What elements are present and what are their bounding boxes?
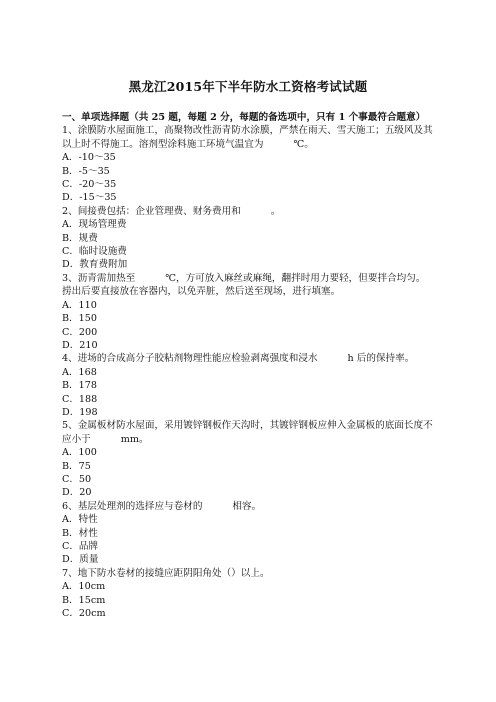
option-a: A．168 — [62, 366, 97, 378]
option-b: B．75 — [62, 460, 91, 472]
question-1 — [62, 124, 434, 204]
option-b: B．-5～35 — [62, 165, 110, 177]
option-c: C．-20～35 — [62, 179, 117, 191]
question-stem — [62, 500, 434, 513]
option-c: C．品牌 — [62, 541, 99, 552]
question-stem-before: 2、间接费包括：企业管理费、财务费用和 — [62, 205, 241, 217]
question-4 — [62, 352, 434, 419]
option-d: D．-15～35 — [62, 192, 117, 204]
question-5 — [62, 419, 434, 499]
option-a: A．现场管理费 — [62, 219, 127, 231]
question-stem — [62, 352, 434, 365]
question-3 — [62, 272, 434, 352]
option-d: D．20 — [62, 487, 92, 499]
option-b: B．材性 — [62, 527, 98, 539]
question-stem-after: 相容。 — [232, 500, 262, 512]
document-body — [62, 111, 434, 620]
question-6 — [62, 500, 434, 567]
document-title: 黑龙江2015年下半年防水工资格考试试题 — [128, 79, 368, 94]
option-b: B．规费 — [62, 232, 98, 244]
question-stem-before: 7、地下防水卷材的接缝应距阴阳角处（）以上。 — [62, 567, 270, 579]
option-a: A．-10～35 — [62, 152, 116, 164]
question-stem-before: 1、涂膜防水屋面施工，高聚物改性沥青防水涂膜，严禁在雨天、雪天施工；五级风及其以上时不得施工。溶剂型涂料施工环境气温宜为 — [62, 125, 433, 150]
question-stem-before: 3、沥青需加热至 — [62, 272, 136, 284]
question-stem — [62, 419, 434, 446]
section-heading: 一、单项选择题（共 25 题，每题 2 分，每题的备选项中，只有 1 个事最符合题意） — [62, 112, 426, 123]
option-d: D．质量 — [62, 554, 99, 566]
question-stem — [62, 124, 434, 151]
option-a: A．100 — [62, 447, 97, 459]
option-d: D．210 — [62, 339, 98, 351]
question-stem — [62, 272, 434, 299]
option-b: B．150 — [62, 313, 97, 325]
question-stem-before: 5、金属板材防水屋面，采用镀锌钢板作天沟时，其镀锌钢板应伸入金属板的底面长度不应小于 — [62, 420, 433, 445]
option-c: C．临时设施费 — [62, 246, 127, 258]
question-stem — [62, 567, 434, 580]
option-c: C．200 — [62, 326, 98, 338]
option-a: A．特性 — [62, 514, 98, 526]
question-stem-before: 6、基层处理剂的选择应与卷材的 — [62, 500, 203, 512]
option-c: C．188 — [62, 393, 98, 405]
question-stem — [62, 205, 434, 218]
question-stem-after: 。 — [270, 205, 281, 217]
option-c: C．20cm — [62, 608, 106, 620]
question-stem-after: h 后的保持率。 — [347, 353, 415, 365]
question-2 — [62, 205, 434, 272]
question-stem-after: mm。 — [120, 433, 149, 445]
option-d: D．教育费附加 — [62, 259, 128, 271]
option-c: C．50 — [62, 473, 92, 485]
question-stem-before: 4、进场的合成高分子胶粘剂物理性能应检验剥离强度和浸水 — [62, 353, 318, 365]
option-a: A．110 — [62, 299, 97, 311]
question-stem-after: ℃，方可放入麻丝或麻绳，翻拌时用力要轻，但要拌合均匀。捞出后要直接放在容器内，以免弄脏，然后送至现场，进行填塞。 — [62, 272, 426, 298]
question-stem-after: ℃。 — [293, 138, 314, 150]
question-7 — [62, 567, 434, 621]
option-d: D．198 — [62, 406, 98, 418]
option-a: A．10cm — [62, 581, 106, 593]
option-b: B．15cm — [62, 594, 106, 606]
option-b: B．178 — [62, 380, 97, 392]
